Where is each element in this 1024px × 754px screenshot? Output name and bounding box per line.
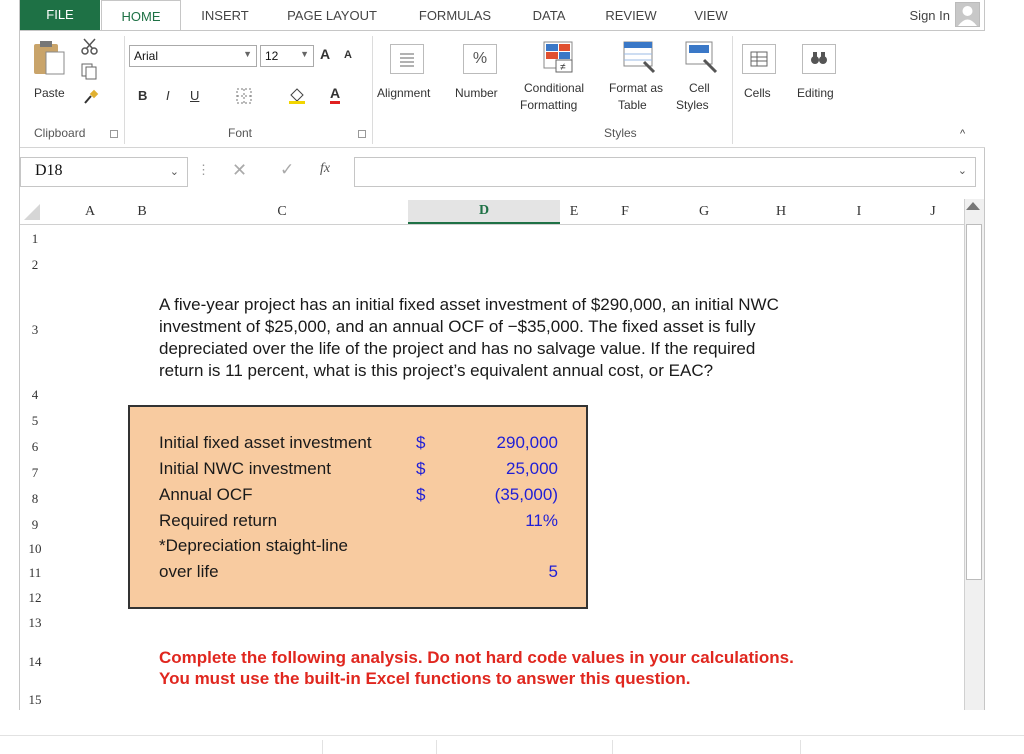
- font-color-button[interactable]: A: [330, 86, 340, 104]
- row-header-15[interactable]: 15: [28, 692, 42, 707]
- cells-icon[interactable]: [742, 44, 776, 74]
- font-size-value: 12: [265, 49, 279, 63]
- format-painter-icon[interactable]: [82, 88, 100, 109]
- styles-group-label: Styles: [604, 126, 637, 140]
- number-button[interactable]: Number: [455, 86, 498, 100]
- row-header-13[interactable]: 13: [28, 615, 42, 630]
- tab-insert[interactable]: INSERT: [201, 7, 249, 23]
- bold-button[interactable]: B: [138, 88, 148, 103]
- tab-page-layout[interactable]: PAGE LAYOUT: [287, 7, 377, 23]
- cell-styles-button-line2[interactable]: Styles: [676, 98, 709, 112]
- instruction-line: Complete the following analysis. Do not hard code values in your calculations.: [159, 648, 794, 667]
- column-header-i[interactable]: I: [856, 204, 862, 219]
- question-line: A five-year project has an initial fixed asset investment of $290,000, an initial NWC: [159, 295, 779, 314]
- chevron-down-icon: ▼: [300, 49, 309, 59]
- cut-icon[interactable]: [80, 38, 100, 59]
- input-label-required-return[interactable]: Required return: [159, 511, 278, 530]
- row-header-2[interactable]: 2: [31, 257, 39, 272]
- underline-button[interactable]: U: [190, 88, 200, 103]
- status-separator: [322, 740, 323, 754]
- font-size-select[interactable]: [260, 45, 314, 67]
- tab-file[interactable]: FILE: [20, 0, 100, 30]
- row-header-7[interactable]: 7: [31, 465, 39, 480]
- status-separator: [436, 740, 437, 754]
- input-label-nwc[interactable]: Initial NWC investment: [159, 459, 331, 478]
- insert-function-button[interactable]: fx: [320, 161, 331, 176]
- instructions-text[interactable]: [159, 647, 929, 689]
- row-header-12[interactable]: 12: [28, 590, 42, 605]
- input-label-life[interactable]: over life: [159, 562, 219, 581]
- cells-button[interactable]: Cells: [744, 86, 771, 100]
- row-header-8[interactable]: 8: [31, 491, 39, 506]
- avatar[interactable]: [955, 2, 980, 27]
- alignment-button[interactable]: Alignment: [377, 86, 431, 100]
- input-label-ocf[interactable]: Annual OCF: [159, 485, 253, 504]
- input-currency: $: [416, 459, 426, 478]
- status-separator: [612, 740, 613, 754]
- paste-icon[interactable]: [30, 38, 70, 81]
- tab-home[interactable]: HOME: [101, 0, 181, 31]
- chevron-down-icon: ▼: [243, 49, 252, 59]
- question-text[interactable]: [159, 294, 919, 382]
- column-header-c[interactable]: C: [277, 204, 287, 219]
- column-header-e[interactable]: E: [569, 204, 579, 219]
- formula-input[interactable]: [354, 157, 976, 187]
- group-divider: [732, 36, 733, 144]
- row-header-3[interactable]: 3: [31, 322, 39, 337]
- row-header-11[interactable]: 11: [28, 565, 42, 580]
- row-header-1[interactable]: 1: [31, 231, 39, 246]
- input-value-nwc[interactable]: 25,000: [506, 459, 558, 478]
- group-divider: [124, 36, 125, 144]
- editing-button[interactable]: Editing: [797, 86, 834, 100]
- format-as-table-button-line2[interactable]: Table: [618, 98, 647, 112]
- input-value-fixed-asset[interactable]: 290,000: [496, 433, 558, 452]
- input-value-life[interactable]: 5: [548, 562, 558, 581]
- alignment-icon[interactable]: [390, 44, 424, 74]
- row-header-5[interactable]: 5: [31, 413, 39, 428]
- copy-icon[interactable]: [80, 62, 100, 83]
- scroll-up-icon[interactable]: [966, 202, 980, 210]
- editing-icon[interactable]: [802, 44, 836, 74]
- input-value-ocf[interactable]: (35,000): [494, 485, 558, 504]
- shrink-font-button[interactable]: A: [344, 49, 352, 61]
- row-header-6[interactable]: 6: [31, 439, 39, 454]
- input-label-depreciation[interactable]: *Depreciation staight-line: [159, 536, 348, 555]
- row-header-14[interactable]: 14: [28, 654, 42, 669]
- formula-bar-divider-icon: ⋮: [197, 162, 210, 177]
- fill-color-icon[interactable]: [288, 86, 306, 107]
- column-header-g[interactable]: G: [698, 204, 710, 219]
- column-header-h[interactable]: H: [775, 204, 787, 219]
- input-currency: $: [416, 485, 426, 504]
- group-divider: [372, 36, 373, 144]
- question-line: investment of $25,000, and an annual OCF of −$35,000. The fixed asset is fully: [159, 317, 756, 336]
- font-launcher-icon[interactable]: [358, 130, 366, 138]
- column-header-f[interactable]: F: [621, 204, 629, 219]
- paste-button[interactable]: Paste: [34, 86, 65, 100]
- cell-styles-icon[interactable]: [684, 40, 720, 79]
- cancel-entry-icon[interactable]: ✕: [232, 160, 248, 180]
- grow-font-button[interactable]: A: [320, 46, 331, 62]
- column-header-b[interactable]: B: [137, 204, 147, 219]
- conditional-formatting-icon[interactable]: [542, 40, 578, 79]
- clipboard-launcher-icon[interactable]: [110, 130, 118, 138]
- cell-styles-button[interactable]: Cell: [689, 81, 710, 95]
- input-value-required-return[interactable]: 11%: [525, 511, 558, 530]
- column-header-d[interactable]: D: [408, 200, 560, 224]
- question-line: return is 11 percent, what is this project’s equivalent annual cost, or EAC?: [159, 361, 714, 380]
- tab-review[interactable]: REVIEW: [605, 7, 657, 23]
- bottom-divider: [0, 735, 1024, 736]
- clipboard-group-label: Clipboard: [34, 126, 86, 140]
- chevron-down-icon[interactable]: ⌄: [957, 165, 967, 177]
- instruction-line: You must use the built-in Excel functions to answer this question.: [159, 669, 691, 688]
- confirm-entry-icon[interactable]: ✓: [280, 160, 295, 179]
- name-box[interactable]: [20, 157, 188, 187]
- collapse-ribbon-icon[interactable]: ^: [960, 128, 966, 140]
- borders-icon[interactable]: [236, 88, 256, 107]
- input-currency: $: [416, 433, 426, 452]
- conditional-formatting-button[interactable]: Conditional: [524, 81, 585, 95]
- column-header-j[interactable]: J: [930, 204, 936, 219]
- percent-glyph: %: [472, 50, 488, 67]
- row-header-4[interactable]: 4: [31, 387, 39, 402]
- font-name-select[interactable]: [129, 45, 257, 67]
- scrollbar-thumb[interactable]: [966, 224, 982, 580]
- tab-view[interactable]: VIEW: [694, 7, 728, 23]
- status-separator: [800, 740, 801, 754]
- name-box-value: D18: [35, 162, 63, 179]
- conditional-formatting-button-line2[interactable]: Formatting: [520, 98, 578, 112]
- format-as-table-button[interactable]: Format as: [609, 81, 664, 95]
- italic-button[interactable]: I: [166, 88, 170, 103]
- row-header-9[interactable]: 9: [31, 517, 39, 532]
- font-group-label: Font: [228, 126, 253, 140]
- font-name-value: Arial: [134, 49, 159, 63]
- tab-data[interactable]: DATA: [532, 7, 566, 23]
- chevron-down-icon: ⌄: [169, 166, 179, 178]
- input-label-fixed-asset[interactable]: Initial fixed asset investment: [159, 433, 372, 452]
- question-line: depreciated over the life of the project and has no salvage value. If the required: [159, 339, 756, 358]
- format-as-table-icon[interactable]: [622, 40, 658, 79]
- column-header-a[interactable]: A: [84, 204, 96, 219]
- row-header-10[interactable]: 10: [28, 541, 42, 556]
- svg-text:≠: ≠: [560, 62, 566, 73]
- number-format-icon[interactable]: [463, 44, 497, 74]
- sign-in-link[interactable]: Sign In: [909, 7, 950, 23]
- tab-formulas[interactable]: FORMULAS: [418, 7, 492, 23]
